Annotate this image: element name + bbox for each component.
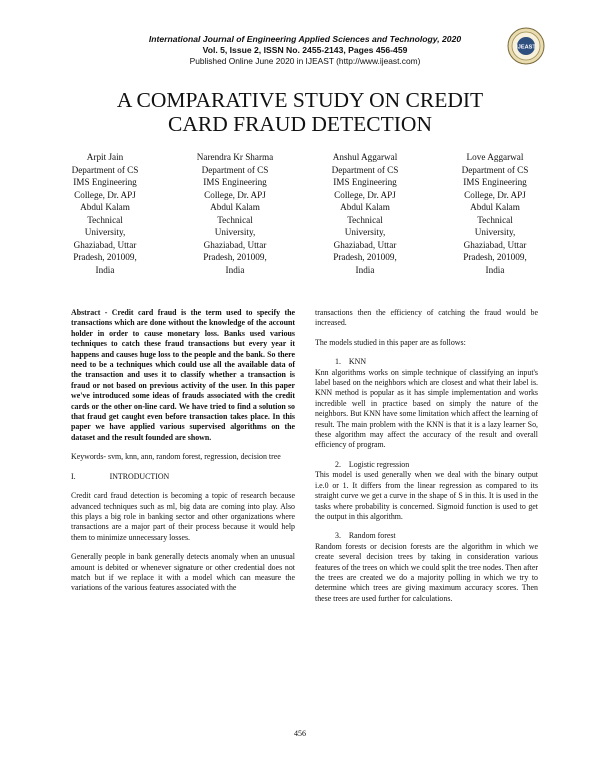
journal-volume: Vol. 5, Issue 2, ISSN No. 2455-2143, Pages 456-459 — [202, 45, 408, 55]
intro-paragraph-2: Generally people in bank generally detects anomaly when an unusual amount is debited or whenever signature or other credential does not match but if we replace it with a model which can measure the variations of the various features associated with the — [71, 552, 295, 593]
section-heading-introduction — [71, 472, 295, 482]
affiliation-line: University, — [344, 227, 386, 237]
affiliation-line: Ghaziabad, Uttar — [333, 239, 397, 250]
title-line-2: CARD FRAUD DETECTION — [168, 112, 432, 136]
affiliation-line: Abdul Kalam — [80, 202, 130, 212]
section-number: I. — [71, 471, 76, 481]
affiliation-line: India — [95, 264, 115, 275]
model-heading-random-forest — [315, 531, 538, 541]
affiliation-line: IMS Engineering — [203, 177, 267, 187]
journal-name: International Journal of Engineering Applied Sciences and Technology, 2020 — [148, 34, 462, 44]
model-text-logistic-regression: This model is used generally when we deal with the binary output i.e.0 or 1. It differs from the linear regression as compared to its straight curve we get a curve in the shape of S in this. It is used in the tasks where probability is concerned. Sigmoid function is used to get the output in this algorithm. — [315, 470, 538, 521]
affiliation-line: Technical — [87, 214, 123, 225]
item-title: KNN — [348, 357, 367, 367]
model-heading-knn — [315, 357, 538, 367]
item-number: 2. — [335, 459, 341, 469]
affiliation-line: University, — [84, 227, 126, 237]
affiliation-line: IMS Engineering — [463, 177, 527, 187]
affiliation-line: Pradesh, 201009, — [463, 252, 527, 262]
author-name: Narendra Kr Sharma — [196, 152, 274, 162]
affiliation-line: Abdul Kalam — [470, 202, 520, 212]
affiliation-line: Ghaziabad, Uttar — [73, 239, 137, 250]
affiliation-line: Pradesh, 201009, — [333, 252, 397, 262]
model-text-random-forest: Random forests or decision forests are the algorithm in which we create several decision trees by taking in consideration various features of the trees on which we could split the tree nodes. Then after the trees are created we do a majority polling in which we try to determine which trees are giving maximum accuracy scores. Then these trees are used further for calculations. — [315, 541, 538, 603]
affiliation-line: India — [485, 264, 505, 275]
model-heading-logistic-regression — [315, 460, 538, 470]
author-name: Anshul Aggarwal — [332, 152, 398, 162]
author-2 — [170, 151, 300, 276]
affiliation-line: Technical — [347, 214, 383, 225]
affiliation-line: IMS Engineering — [73, 177, 137, 187]
affiliation-line: Department of CS — [201, 164, 269, 175]
intro-paragraph-1: Credit card fraud detection is becoming a topic of research because advanced techniques such as ml, big data are coming into play. Also this plays a big role in banking sector and other organizations where transactions are a major part of their process because it would help them to minimize unnecessary losses. — [71, 491, 295, 542]
affiliation-line: Abdul Kalam — [340, 202, 390, 212]
author-1 — [40, 151, 170, 276]
affiliation-line: Ghaziabad, Uttar — [463, 239, 527, 250]
affiliation-line: College, Dr. APJ — [334, 189, 396, 200]
author-name: Arpit Jain — [86, 152, 124, 162]
affiliation-line: University, — [474, 227, 516, 237]
affiliation-line: Pradesh, 201009, — [203, 252, 267, 262]
affiliation-line: Abdul Kalam — [210, 202, 260, 212]
affiliation-line: Technical — [477, 214, 513, 225]
affiliation-line: University, — [214, 227, 256, 237]
keywords: Keywords- svm, knn, ann, random forest, regression, decision tree — [71, 452, 281, 462]
affiliation-line: College, Dr. APJ — [464, 189, 526, 200]
author-3 — [300, 151, 430, 276]
affiliation-line: College, Dr. APJ — [204, 189, 266, 200]
affiliation-line: Technical — [217, 214, 253, 225]
journal-logo — [507, 27, 545, 65]
affiliation-line: Pradesh, 201009, — [73, 252, 137, 262]
models-intro: The models studied in this paper are as follows: — [315, 337, 466, 347]
item-number: 3. — [335, 531, 341, 541]
right-column — [315, 308, 538, 604]
model-text-knn: Knn algorithms works on simple technique of classifying an input's label based on the neighbors which are closest and what their label is. KNN method is popular as it has simple implementation and works incredible well in practice based on simply the nature of the neighbors. But KNN have some limitation which affect the learning of result. The main problem with the KNN is that it is a lazy learner So, these algorithm may affect the accuracy of the result and overall efficiency of program. — [315, 367, 538, 450]
affiliation-line: Ghaziabad, Uttar — [203, 239, 267, 250]
affiliation-line: IMS Engineering — [333, 177, 397, 187]
affiliation-line: Department of CS — [461, 164, 529, 175]
left-column — [71, 308, 295, 594]
paper-title — [40, 88, 560, 136]
author-name: Love Aggarwal — [466, 152, 524, 162]
logo-text: IJEAST — [516, 44, 536, 51]
journal-publication: Published Online June 2020 in IJEAST (http://www.ijeast.com) — [189, 56, 421, 66]
item-number: 1. — [335, 357, 341, 367]
intro-paragraph-continued: transactions then the efficiency of catching the fraud would be increased. — [315, 308, 538, 328]
affiliation-line: College, Dr. APJ — [74, 189, 136, 200]
affiliation-line: Department of CS — [331, 164, 399, 175]
abstract: Abstract - Credit card fraud is the term used to specify the transactions which are done without the knowledge of the account holder in order to cause monetary loss. Banks used various techniques to catch these fraud transactions but every year it happens and causes huge loss to the people and the bank. So there need to be a techniques which could use all the available data of the transaction and uses it to classify whether a transaction is fraud or not based on previous activity of the user. In this paper we've introduced some ideas of frauds associated with the credit cards or the other on-line card. We have tried to find a solution so that fraud get caught even before transaction takes place. In this paper we have applied various supervised algorithms on the dataset and the result founded are shown. — [71, 308, 295, 442]
affiliation-line: India — [355, 264, 375, 275]
affiliation-line: India — [225, 264, 245, 275]
section-title: INTRODUCTION — [109, 471, 170, 481]
page-number: 456 — [294, 729, 306, 738]
author-4 — [430, 151, 560, 276]
title-line-1: A COMPARATIVE STUDY ON CREDIT — [116, 88, 484, 112]
journal-header — [100, 34, 510, 67]
affiliation-line: Department of CS — [71, 164, 139, 175]
item-title: Random forest — [348, 531, 396, 541]
item-title: Logistic regression — [348, 459, 410, 469]
